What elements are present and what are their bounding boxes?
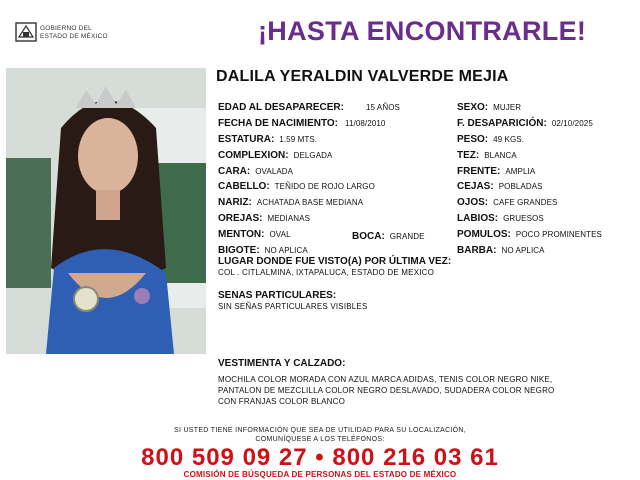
field-label: CABELLO: xyxy=(218,181,270,192)
particular-marks-title: SENAS PARTICULARES: xyxy=(218,290,337,301)
clothing-line: MOCHILA COLOR MORADA CON AZUL MARCA ADIDAS, TENIS COLOR NEGRO NIKE, xyxy=(218,375,553,384)
last-seen-text: COL . CITLALMINA, IXTAPALUCA, ESTADO DE MEXICO xyxy=(218,268,435,277)
government-logo-text xyxy=(40,25,108,41)
field-label: NARIZ: xyxy=(218,197,252,208)
commission-name: COMISIÓN DE BÚSQUEDA DE PERSONAS DEL ESTADO DE MÉXICO xyxy=(183,470,457,479)
field-label: BIGOTE: xyxy=(218,245,260,256)
field-label: OREJAS: xyxy=(218,213,263,224)
contact-notice-line-1: SI USTED TIENE INFORMACIÓN QUE SEA DE UTILIDAD PARA SU LOCALIZACIÓN, xyxy=(173,427,467,434)
field-value: NO APLICA xyxy=(264,246,308,255)
particular-marks-section xyxy=(218,290,368,312)
phone-numbers: 800 509 09 27 • 800 216 03 61 xyxy=(141,444,499,471)
field-label: FECHA DE NACIMIENTO: xyxy=(218,118,338,129)
field-label: POMULOS: xyxy=(457,229,511,240)
field-label: CEJAS: xyxy=(457,181,494,192)
field-value: NO APLICA xyxy=(501,246,545,255)
field-value: 49 KGS. xyxy=(493,135,525,144)
clothing-title: VESTIMENTA Y CALZADO: xyxy=(218,358,346,369)
field-value: BLANCA xyxy=(484,151,517,160)
field-value: TEÑIDO DE ROJO LARGO xyxy=(274,182,375,191)
field-value: MUJER xyxy=(493,103,522,112)
field-value: 15 AÑOS xyxy=(365,103,400,112)
field-label: BARBA: xyxy=(457,245,497,256)
field-label: F. DESAPARICIÓN: xyxy=(457,118,547,129)
field-value: POCO PROMINENTES xyxy=(515,230,602,239)
field-value: 02/10/2025 xyxy=(551,119,593,128)
field-label: CARA: xyxy=(218,166,251,177)
field-value: OVAL xyxy=(269,230,291,239)
clothing-section xyxy=(218,358,554,407)
clothing-line: PANTALON DE MEZCLILLA COLOR NEGRO DESLAVADO, SUDADERA COLOR NEGRO xyxy=(218,386,555,395)
field-value: 11/08/2010 xyxy=(345,119,386,128)
field-label: OJOS: xyxy=(457,197,489,208)
field-value: GRUESOS xyxy=(503,214,544,223)
field-label: BOCA: xyxy=(352,231,385,242)
person-name: DALILA YERALDIN VALVERDE MEJIA xyxy=(216,68,509,85)
particular-marks-text: SIN SEÑAS PARTICULARES VISIBLES xyxy=(218,302,368,311)
field-label: FRENTE: xyxy=(457,166,501,177)
field-barba xyxy=(457,240,545,258)
field-label: PESO: xyxy=(457,134,489,145)
field-boca xyxy=(352,226,425,244)
field-label: TEZ: xyxy=(457,150,480,161)
contact-notice xyxy=(0,427,640,444)
headline: ¡HASTA ENCONTRARLE! xyxy=(258,16,587,46)
field-value: MEDIANAS xyxy=(267,214,311,223)
missing-person-photo xyxy=(6,68,206,354)
field-value: DELGADA xyxy=(293,151,333,160)
field-value: 1.59 MTS. xyxy=(279,135,318,144)
field-value: AMPLIA xyxy=(505,167,536,176)
field-label: LABIOS: xyxy=(457,213,499,224)
last-seen-title: LUGAR DONDE FUE VISTO(A) POR ÚLTIMA VEZ: xyxy=(218,256,452,267)
field-value: POBLADAS xyxy=(498,182,543,191)
field-label: EDAD AL DESAPARECER: xyxy=(218,102,344,113)
state-emblem-icon xyxy=(14,20,38,44)
field-label: COMPLEXION: xyxy=(218,150,289,161)
field-value: ACHATADA BASE MEDIANA xyxy=(256,198,364,207)
field-label: MENTON: xyxy=(218,229,265,240)
field-value: OVALADA xyxy=(255,167,294,176)
field-label: SEXO: xyxy=(457,102,489,113)
clothing-line: CON FRANJAS COLOR BLANCO xyxy=(218,397,346,406)
logo-line-1: GOBIERNO DEL xyxy=(40,25,92,32)
last-seen-section xyxy=(218,256,451,278)
field-label: ESTATURA: xyxy=(218,134,275,145)
field-value: GRANDE xyxy=(389,232,425,241)
contact-notice-line-2: COMUNÍQUESE A LOS TELÉFONOS: xyxy=(255,435,385,443)
field-value: CAFE GRANDES xyxy=(493,198,558,207)
logo-line-2: ESTADO DE MÉXICO xyxy=(40,33,108,40)
